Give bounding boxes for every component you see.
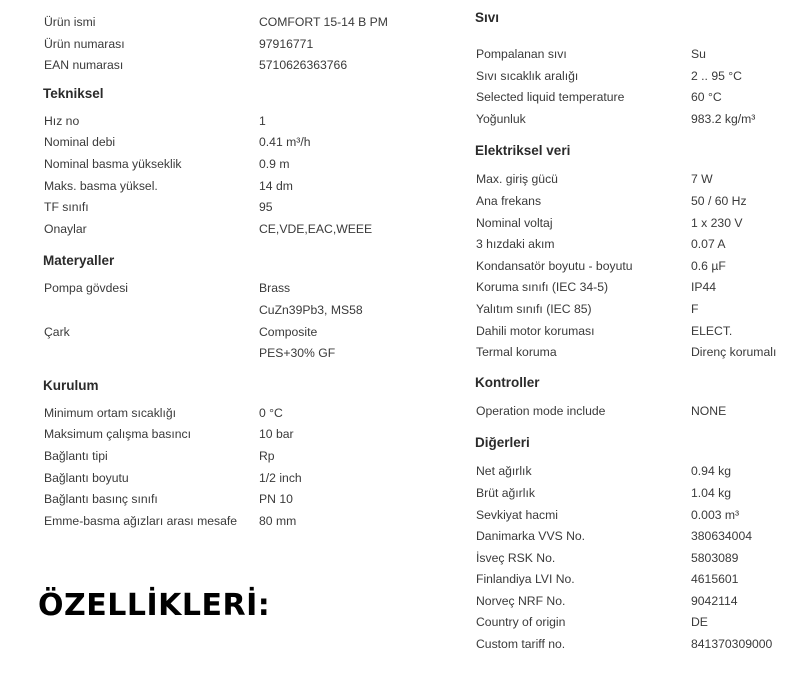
spec-label: TF sınıfı xyxy=(44,200,89,215)
spec-value: 50 / 60 Hz xyxy=(691,193,747,208)
spec-row xyxy=(0,176,440,198)
spec-row xyxy=(0,55,440,77)
spec-row xyxy=(0,424,440,446)
spec-label: Custom tariff no. xyxy=(476,637,566,652)
diger-rows xyxy=(440,461,812,655)
left-column xyxy=(0,0,440,532)
spec-row xyxy=(440,213,812,235)
spec-label: Kondansatör boyutu - boyutu xyxy=(476,258,633,273)
spec-label: Operation mode include xyxy=(476,403,606,418)
kontrol-rows xyxy=(440,401,812,423)
spec-value: 0.6 µF xyxy=(691,258,726,273)
spec-value: 1 x 230 V xyxy=(691,215,743,230)
spec-value: 1/2 inch xyxy=(259,470,302,485)
spec-row xyxy=(440,169,812,191)
spec-value: 0 °C xyxy=(259,405,283,420)
section-heading-teknik: Tekniksel xyxy=(43,85,104,101)
spec-label: Net ağırlık xyxy=(476,464,532,479)
spec-label: Country of origin xyxy=(476,615,566,630)
spec-label: Selected liquid temperature xyxy=(476,90,625,105)
spec-row xyxy=(440,634,812,656)
spec-row xyxy=(440,342,812,364)
spec-row xyxy=(440,548,812,570)
spec-row xyxy=(0,197,440,219)
kurulum-rows xyxy=(0,403,440,533)
spec-value: 4615601 xyxy=(691,572,739,587)
spec-label: Norveç NRF No. xyxy=(476,593,566,608)
section-materyal xyxy=(0,246,440,364)
spec-value: 5710626363766 xyxy=(259,58,348,73)
section-elektrik xyxy=(440,136,812,363)
spec-value: PN 10 xyxy=(259,492,293,507)
right-column xyxy=(440,0,812,656)
spec-value: COMFORT 15-14 B PM xyxy=(259,15,388,29)
spec-label: Emme-basma ağızları arası mesafe xyxy=(44,513,238,528)
spec-value: 2 .. 95 °C xyxy=(691,68,742,83)
spec-value: 97916771 xyxy=(259,36,314,51)
spec-value: IP44 xyxy=(691,280,717,295)
spec-label: Sıvı sıcaklık aralığı xyxy=(476,68,579,83)
spec-row xyxy=(0,446,440,468)
section-heading-kurulum: Kurulum xyxy=(43,377,99,393)
elektrik-rows xyxy=(440,169,812,363)
spec-row xyxy=(0,111,440,133)
spec-row xyxy=(440,461,812,483)
spec-row xyxy=(440,401,812,423)
spec-row xyxy=(440,234,812,256)
spec-value: 0.41 m³/h xyxy=(259,135,311,150)
spec-row xyxy=(0,489,440,511)
spec-row xyxy=(0,219,440,241)
spec-row xyxy=(440,321,812,343)
spec-label: Çark xyxy=(44,324,70,339)
spec-value: ELECT. xyxy=(691,323,733,338)
section-heading-sivi: Sıvı xyxy=(475,10,500,25)
spec-value: 1 xyxy=(259,113,266,128)
spec-row xyxy=(0,154,440,176)
spec-value: Direnç korumalı xyxy=(691,345,777,360)
spec-value: 60 °C xyxy=(691,90,722,105)
spec-row xyxy=(0,132,440,154)
spec-label: Pompalanan sıvı xyxy=(476,47,567,61)
spec-row xyxy=(440,612,812,634)
spec-label: Onaylar xyxy=(44,221,87,236)
spec-value: 0.9 m xyxy=(259,156,290,171)
spec-label: Maks. basma yüksel. xyxy=(44,178,158,193)
spec-value: CuZn39Pb3, MS58 xyxy=(259,302,363,317)
spec-label: Danimarka VVS No. xyxy=(476,529,586,544)
spec-label: EAN numarası xyxy=(44,58,124,73)
spec-value: Composite xyxy=(259,324,318,339)
section-kontrol xyxy=(440,368,812,423)
spec-row xyxy=(0,322,440,344)
section-kurulum xyxy=(0,371,440,533)
spec-label: Yalıtım sınıfı (IEC 85) xyxy=(476,301,592,316)
spec-value: NONE xyxy=(691,403,727,418)
sivi-rows xyxy=(440,44,812,130)
spec-row xyxy=(0,468,440,490)
spec-label: Ana frekans xyxy=(476,193,542,208)
spec-row xyxy=(0,34,440,56)
materyal-rows xyxy=(0,278,440,364)
spec-row xyxy=(440,256,812,278)
spec-label: Bağlantı tipi xyxy=(44,448,108,463)
spec-value: 14 dm xyxy=(259,178,293,193)
spec-label: Ürün numarası xyxy=(44,36,125,51)
section-heading-kontrol: Kontroller xyxy=(475,374,540,390)
spec-value: Brass xyxy=(259,281,291,296)
spec-value: 80 mm xyxy=(259,513,297,528)
spec-label: Finlandiya LVI No. xyxy=(476,572,575,587)
spec-value: 1.04 kg xyxy=(691,485,731,500)
spec-row xyxy=(440,483,812,505)
spec-row xyxy=(0,343,440,365)
spec-label: Bağlantı basınç sınıfı xyxy=(44,492,158,507)
spec-row xyxy=(440,526,812,548)
section-diger xyxy=(440,428,812,655)
spec-label: Koruma sınıfı (IEC 34-5) xyxy=(476,280,609,295)
spec-label: Sevkiyat hacmi xyxy=(476,507,558,522)
spec-value: 380634004 xyxy=(691,529,753,544)
section-sivi xyxy=(440,3,812,130)
spec-label: Maksimum çalışma basıncı xyxy=(44,427,191,442)
section-heading-diger: Diğerleri xyxy=(475,435,530,451)
spec-value: 983.2 kg/m³ xyxy=(691,111,756,126)
spec-value: 7 W xyxy=(691,172,713,187)
spec-value: 9042114 xyxy=(691,593,738,608)
section-heading-elektrik: Elektriksel veri xyxy=(475,143,571,159)
spec-label: Brüt ağırlık xyxy=(476,485,535,500)
spec-label: Bağlantı boyutu xyxy=(44,470,129,485)
spec-value: Rp xyxy=(259,448,275,463)
spec-row xyxy=(0,511,440,533)
ozellikleri-title: ÖZELLİKLERİ: xyxy=(38,588,271,623)
spec-row xyxy=(440,44,812,66)
spec-row xyxy=(440,191,812,213)
spec-value: CE,VDE,EAC,WEEE xyxy=(259,221,373,236)
spec-row xyxy=(440,109,812,131)
spec-label: Hız no xyxy=(44,113,80,128)
spec-value: 10 bar xyxy=(259,427,294,442)
spec-row xyxy=(440,505,812,527)
spec-row xyxy=(440,277,812,299)
spec-label: Dahili motor koruması xyxy=(476,323,595,338)
product-info-list xyxy=(0,12,440,77)
spec-value: F xyxy=(691,301,699,316)
spec-label: Termal koruma xyxy=(476,345,557,360)
spec-value: 5803089 xyxy=(691,550,739,565)
spec-value: 0.07 A xyxy=(691,237,726,252)
spec-row xyxy=(0,300,440,322)
section-teknik xyxy=(0,79,440,241)
spec-row xyxy=(440,66,812,88)
spec-row xyxy=(0,12,440,34)
spec-label: Nominal voltaj xyxy=(476,215,553,230)
spec-row xyxy=(0,403,440,425)
spec-label: Ürün ismi xyxy=(44,15,96,29)
spec-value: 0.94 kg xyxy=(691,464,731,479)
spec-row xyxy=(440,87,812,109)
spec-value: DE xyxy=(691,615,708,630)
spec-row xyxy=(0,278,440,300)
spec-value: PES+30% GF xyxy=(259,346,336,361)
section-heading-materyal: Materyaller xyxy=(43,253,115,269)
spec-label: Nominal basma yükseklik xyxy=(44,156,182,171)
spec-label: Minimum ortam sıcaklığı xyxy=(44,405,177,420)
spec-label: Max. giriş gücü xyxy=(476,172,558,187)
spec-label: 3 hızdaki akım xyxy=(476,237,555,252)
spec-label: İsveç RSK No. xyxy=(476,550,556,565)
spec-value: Su xyxy=(691,47,706,61)
spec-label: Nominal debi xyxy=(44,135,116,150)
spec-value: 0.003 m³ xyxy=(691,507,740,522)
spec-row xyxy=(440,569,812,591)
spec-row xyxy=(440,299,812,321)
spec-label: Pompa gövdesi xyxy=(44,281,129,296)
spec-row xyxy=(440,591,812,613)
teknik-rows xyxy=(0,111,440,241)
spec-value: 841370309000 xyxy=(691,637,773,652)
spec-label: Yoğunluk xyxy=(476,111,526,126)
spec-value: 95 xyxy=(259,200,273,215)
